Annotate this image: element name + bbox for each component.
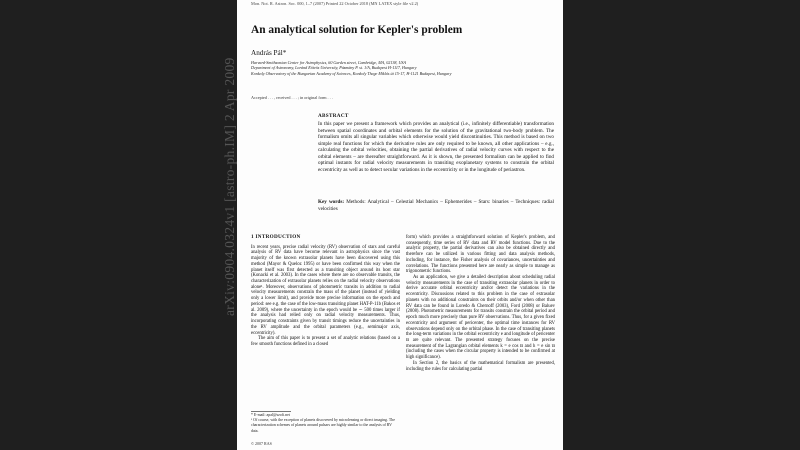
paragraph: The aim of this paper is to present a set of analytic relations (based on a few smooth functions defined in a closed <box>251 336 400 347</box>
right-column <box>406 235 555 372</box>
paper-title: An analytical solution for Kepler's problem <box>251 24 463 36</box>
footnote-1: ¹ Of course, with the exception of planets discovered by microlensing or direct imaging. The characterization schemes of planets around pulsars are highly similar to the analysis of RV data. <box>251 418 395 433</box>
affiliation-2: Department of Astronomy, Loránd Eötvös University, Pázmány P. st. 1/A, Budapest H-1117, Hungary <box>251 65 417 71</box>
author-name: András Pál* <box>251 49 287 57</box>
left-column <box>251 235 400 348</box>
footnote-email: * E-mail: apal@szofi.net <box>251 413 290 417</box>
arxiv-stamp: arXiv:0904.0324v1 [astro-ph.IM] 2 Apr 2009 <box>222 57 237 316</box>
running-head: Mon. Not. R. Astron. Soc. 000, 1–7 (2007) Printed 22 October 2018 (MN LATEX style file v2.2) <box>251 1 419 6</box>
paragraph: As an application, we give a detailed description about scheduling radial velocity measurements in the case of transiting extrasolar planets in order to derive accurate orbital eccentricity and/or detect the variations in the eccentricity. Discussions related to this problem in the case of extrasolar planets with no additional constraints on their orbits and/or when other than RV data can be found in Loredo & Chernoff (2003), Ford (2008) or Baluev (2008). Photometric measurements for transits constrain the orbital period and epoch much more precisely than pure RV observations. Thus, for a given fixed eccentricity and argument of pericenter, the optimal time instances for RV observations depend only on the orbital phase. In the case of transiting planets the long-term variations in the orbital eccentricity e and longitude of pericenter ϖ are quite relevant. The presented strategy focuses on the precise measurement of the Lagrangian orbital elements k = e cos ϖ and h = e sin ϖ (including the cases when the circular property is intended to be confirmed at high significance). <box>406 275 555 361</box>
keywords-label: Key words: <box>318 199 345 205</box>
paragraph: In recent years, precise radial velocity (RV) observation of stars and careful analysis of RV data have become relevant in astrophysics since the vast majority of the known extrasolar planets have been discovered using this method (Mayor & Queloz 1995) or have been confirmed this way when the planet itself was first detected as a transiting object around its host star (Konacki et al. 2003). In the cases where there are no observable transits, the characterization of extrasolar planets relies on the radial velocity observations alone¹. Moreover, observations of photometric transits in addition to radial velocity measurements constrain the mass of the planet (instead of yielding only a lower limit), and provide more precise information on the epoch and period: see e.g. the case of the low-mass transiting planet HAT-P-11b (Bakos et al. 2009), where the uncertainty in the epoch would be ∼ 500 times larger if the analysis had relied only on radial velocity measurements. Thus, incorporating constraints given by transit timings reduce the uncertainties in the RV amplitude and the orbital parameters (e.g., semimajor axis, eccentricity). <box>251 244 400 336</box>
submission-dates: Accepted . . . , received . . . ; in original form . . . <box>251 95 333 100</box>
section-heading: 1 INTRODUCTION <box>251 234 301 240</box>
paragraph: In Section 2, the basics of the mathematical formalism are presented, including the rules for calculating partial <box>406 360 555 372</box>
copyright: © 2007 RAS <box>251 441 272 446</box>
affiliations <box>251 60 556 76</box>
paragraph: form) which provides a straightforward solution of Kepler's problem, and consequently, time series of RV data and RV model functions. Due to the analytic property, the partial derivatives can also be obtained directly and therefore can be utilized in various fitting and data analysis methods, including, for instance, the Fisher analysis of covariances, uncertainties and correlations. The functions presented here are nearly as simple to manage as trigonometric functions. <box>406 235 555 275</box>
footnote-rule <box>251 411 291 412</box>
keywords-block <box>318 199 554 212</box>
abstract-heading: ABSTRACT <box>318 113 349 119</box>
affiliation-1: Harvard-Smithsonian Center for Astrophysics, 60 Garden street, Cambridge, MA, 02138, USA <box>251 60 406 65</box>
footnotes <box>251 411 400 434</box>
keywords-text: Methods: Analytical – Celestial Mechanics – Ephemerides – Stars: binaries – Techniques: radial velocities <box>318 199 554 212</box>
affiliation-3: Konkoly Observatory of the Hungarian Academy of Sciences, Konkoly Thege Miklós út 15-17, H-1121 Budapest, Hungary <box>251 70 452 76</box>
abstract-block <box>318 113 554 173</box>
paper-page <box>237 0 563 450</box>
right-margin-background <box>563 0 800 450</box>
left-margin-background <box>0 0 237 450</box>
abstract-text: In this paper we present a framework which provides an analytical (i.e., infinitely differentiable) transformation between spatial coordinates and orbital elements for the solution of the gravitational two-body problem. The formalism omits all singular variables which otherwise would yield discontinuities. This method is based on two simple real functions for which the derivative rules are only required to be known, all other applications – e.g., calculating the orbital velocities, obtaining the partial derivatives of radial velocity curves with respect to the orbital elements – are thereafter straightforward. As it is shown, the presented formalism can be applied to find optimal instants for radial velocity measurements in transiting exoplanetary systems to constrain the orbital eccentricity as well as to detect secular variations in the eccentricity or in the longitude of periastron. <box>318 121 554 173</box>
